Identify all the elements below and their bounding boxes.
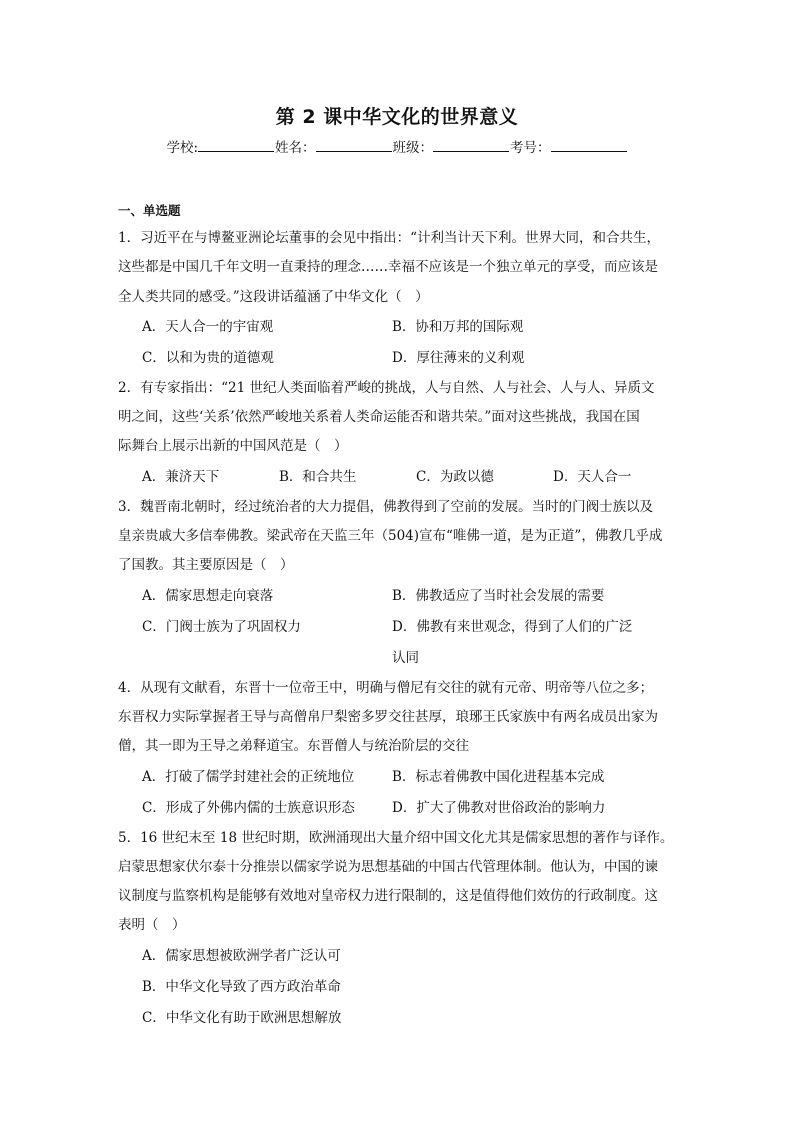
option-row [118, 612, 690, 674]
stem-line: 4．从现有文献看，东晋十一位帝王中，明确与僧尼有交往的就有元帝、明帝等八位之多； [118, 679, 654, 696]
option-c[interactable]: C．门阀士族为了巩固权力 [142, 618, 301, 635]
option-c[interactable]: C．以和为贵的道德观 [142, 349, 274, 366]
stem-line: 际舞台上展示出新的中国风范是（ ） [118, 438, 348, 455]
question-stem [118, 824, 690, 941]
stem-line: 5．16 世纪末至 18 世纪时期，欧洲涌现出大量介绍中国文化尤其是儒家思想的著作与译作。 [118, 829, 674, 846]
options [118, 312, 690, 374]
question-2 [118, 374, 690, 493]
class-label: 班级： [392, 140, 434, 156]
option-d[interactable]: D．厚往薄来的义利观 [392, 349, 525, 366]
name-blank[interactable] [316, 137, 392, 152]
question-5 [118, 824, 690, 1034]
option-c[interactable]: C．中华文化有助于欧洲思想解放 [142, 1009, 342, 1026]
option-row [118, 581, 690, 612]
option-a[interactable]: A．儒家思想被欧洲学者广泛认可 [142, 947, 341, 964]
stem-line: 3．魏晋南北朝时，经过统治者的大力提倡，佛教得到了空前的发展。当时的门阀士族以及 [118, 498, 654, 515]
question-3 [118, 493, 690, 674]
option-a[interactable]: A．天人合一的宇宙观 [142, 318, 274, 335]
option-b[interactable]: B．佛教适应了当时社会发展的需要 [392, 587, 605, 604]
stem-line: 了国教。其主要原因是（ ） [118, 557, 294, 574]
option-d[interactable]: D．佛教有来世观念，得到了人们的广泛认同 [392, 618, 633, 666]
options [118, 581, 690, 674]
option-row [118, 972, 690, 1003]
question-stem [118, 374, 690, 462]
stem-line: 表明（ ） [118, 917, 186, 934]
option-c[interactable]: C．为政以德 [416, 468, 494, 485]
name-field [275, 137, 393, 159]
question-stem [118, 493, 690, 581]
option-a[interactable]: A．兼济天下 [142, 468, 220, 485]
option-row [118, 343, 690, 374]
question-1 [118, 224, 690, 374]
stem-line: 1．习近平在与博鳌亚洲论坛董事的会见中指出：“计利当计天下利。世界大同，和合共生， [118, 230, 660, 246]
class-blank[interactable] [433, 137, 509, 152]
option-row [118, 762, 690, 793]
option-row [118, 1003, 690, 1034]
page-title: 第 2 课中华文化的世界意义 [275, 106, 519, 128]
question-4 [118, 674, 690, 824]
school-label: 学校: [166, 140, 199, 156]
exam-no-blank[interactable] [551, 137, 627, 152]
option-a[interactable]: A．打破了儒学封建社会的正统地位 [142, 768, 355, 785]
option-b[interactable]: B．协和万邦的国际观 [392, 318, 524, 335]
stem-line: 这些都是中国几千年文明一直秉持的理念……幸福不应该是一个独立单元的享受，而应该是 [118, 259, 658, 276]
option-b[interactable]: B．中华文化导致了西方政治革命 [142, 978, 341, 995]
options [118, 941, 690, 1034]
options [118, 462, 690, 493]
student-info-line [0, 137, 794, 159]
stem-line: 东晋权力实际掌握者王导与高僧帛尸梨密多罗交往甚厚，琅琊王氏家族中有两名成员出家为 [118, 708, 658, 725]
option-d[interactable]: D．天人合一 [553, 468, 632, 485]
option-a[interactable]: A．儒家思想走向衰落 [142, 587, 274, 604]
stem-line: 2．有专家指出：“21 世纪人类面临着严峻的挑战，人与自然、人与社会、人与人、异质文 [118, 379, 655, 396]
option-row [118, 941, 690, 972]
school-blank[interactable] [198, 137, 274, 152]
stem-line: 明之间，这些‘关系’依然严峻地关系着人类命运能否和谐共荣。”面对这些挑战，我国在国 [118, 409, 640, 426]
question-stem [118, 674, 690, 762]
option-c[interactable]: C．形成了外佛内儒的士族意识形态 [142, 799, 355, 816]
class-field [393, 137, 511, 159]
option-b[interactable]: B．标志着佛教中国化进程基本完成 [392, 768, 605, 785]
name-label: 姓名： [275, 140, 316, 156]
question-list [118, 200, 690, 1034]
school-field [166, 137, 275, 159]
option-b[interactable]: B．和合共生 [279, 468, 357, 485]
question-stem [118, 224, 690, 312]
option-row [118, 312, 690, 343]
exam-no-field [510, 137, 628, 159]
stem-line: 皇亲贵戚大多信奉佛教。梁武帝在天监三年（504)宣布“唯佛一道，是为正道”，佛教几乎成 [118, 528, 663, 545]
option-row [118, 462, 690, 493]
stem-line: 全人类共同的感受。”这段讲话蕴涵了中华文化（ ） [118, 288, 429, 305]
option-d[interactable]: D．扩大了佛教对世俗政治的影响力 [392, 799, 606, 816]
exam-no-label: 考号： [510, 140, 551, 156]
stem-line: 议制度与监察机构是能够有效地对皇帝权力进行限制的，这是值得他们效仿的行政制度。这 [118, 888, 658, 905]
stem-line: 启蒙思想家伏尔泰十分推崇以儒家学说为思想基础的中国古代管理体制。他认为，中国的谏 [118, 858, 658, 875]
options [118, 762, 690, 824]
section-heading: 一、单选题 [118, 203, 181, 218]
stem-line: 僧，其一即为王导之弟释道宝。东晋僧人与统治阶层的交往 [118, 738, 469, 755]
option-row [118, 793, 690, 824]
